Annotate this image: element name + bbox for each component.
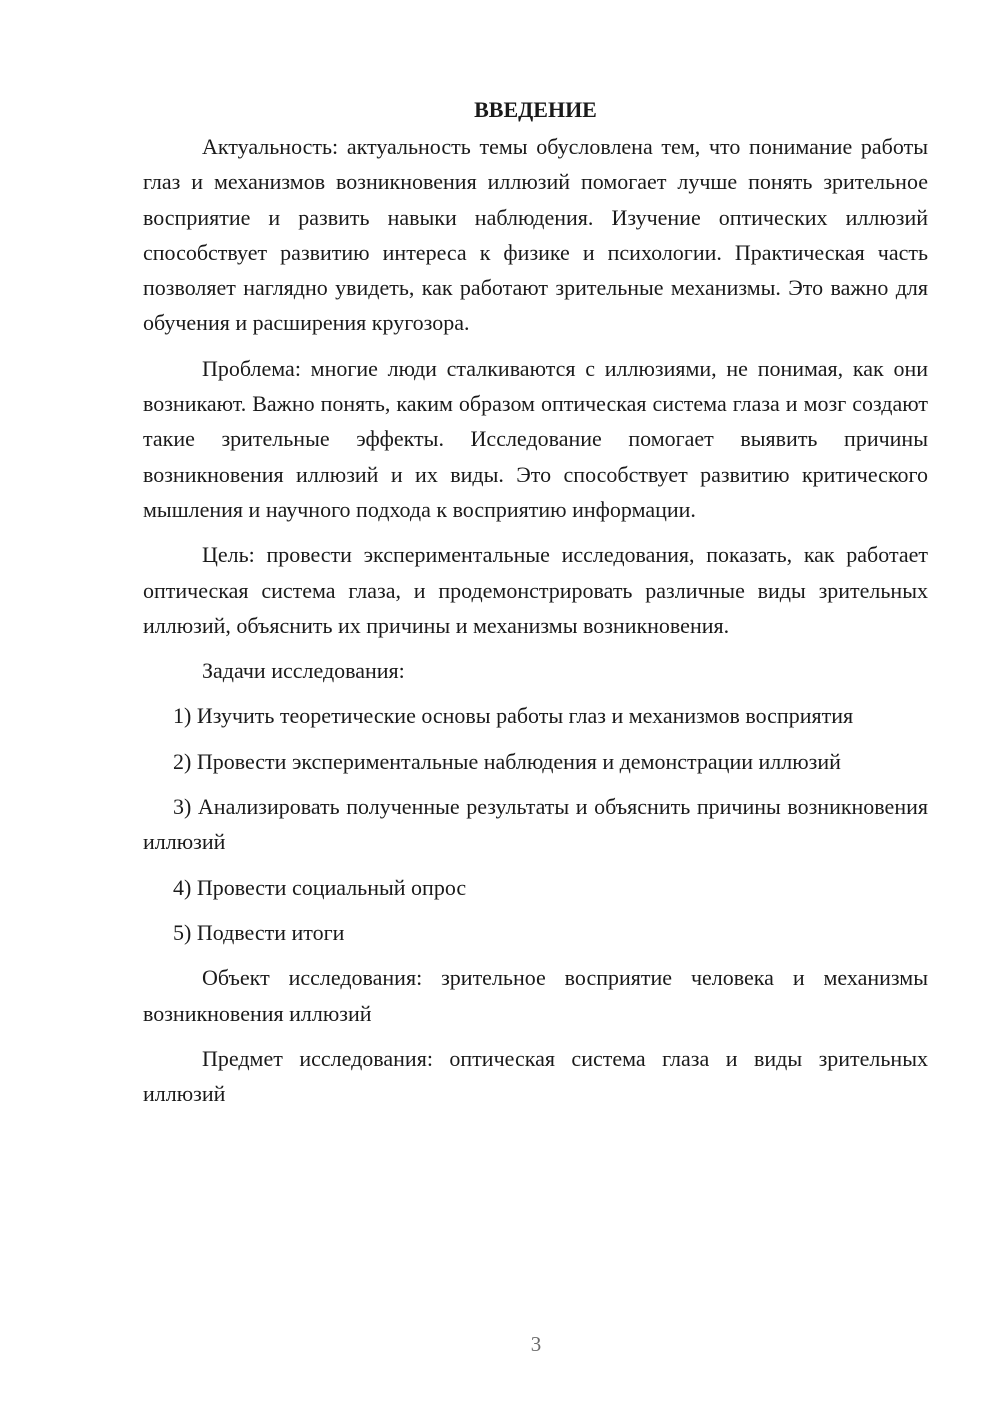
document-page — [143, 92, 928, 1121]
tasks-heading: Задачи исследования: — [202, 658, 405, 684]
task-item-5: 5) Подвести итоги — [173, 919, 345, 945]
object-paragraph: Объект исследования: зрительное восприятие человека и механизмы возникновения иллюзий — [143, 965, 928, 1026]
task-item-2: 2) Провести экспериментальные наблюдения и демонстрации иллюзий — [173, 748, 841, 774]
section-heading: ВВЕДЕНИЕ — [474, 97, 597, 122]
problem-paragraph: Проблема: многие люди сталкиваются с иллюзиями, не понимая, как они возникают. Важно понять, каким образом оптическая система глаза и мозг создают такие зрительные эффекты. Исследование помогает выявить причины возникновения иллюзий и их виды. Это способствует развитию критического мышления и научного подхода к восприятию информации. — [143, 355, 928, 522]
goal-paragraph: Цель: провести экспериментальные исследования, показать, как работает оптическая система глаза, и продемонстрировать различные виды зрительных иллюзий, объяснить их причины и механизмы возникновения. — [143, 542, 928, 638]
task-item-1: 1) Изучить теоретические основы работы глаз и механизмов восприятия — [173, 703, 854, 729]
subject-paragraph: Предмет исследования: оптическая система глаза и виды зрительных иллюзий — [143, 1045, 928, 1107]
task-item-3: 3) Анализировать полученные результаты и объяснить причины возникновения иллюзий — [143, 794, 928, 855]
page-number: 3 — [530, 1332, 542, 1356]
task-item-4: 4) Провести социальный опрос — [173, 874, 467, 900]
relevance-paragraph: Актуальность: актуальность темы обусловлена тем, что понимание работы глаз и механизмов возникновения иллюзий помогает лучше понять зрительное восприятие и развить навыки наблюдения. Изучение оптических иллюзий способствует развитию интереса к физике и психологии. Практическая часть позволяет наглядно увидеть, как работают зрительные механизмы. Это важно для обучения и расширения кругозора. — [143, 134, 928, 336]
